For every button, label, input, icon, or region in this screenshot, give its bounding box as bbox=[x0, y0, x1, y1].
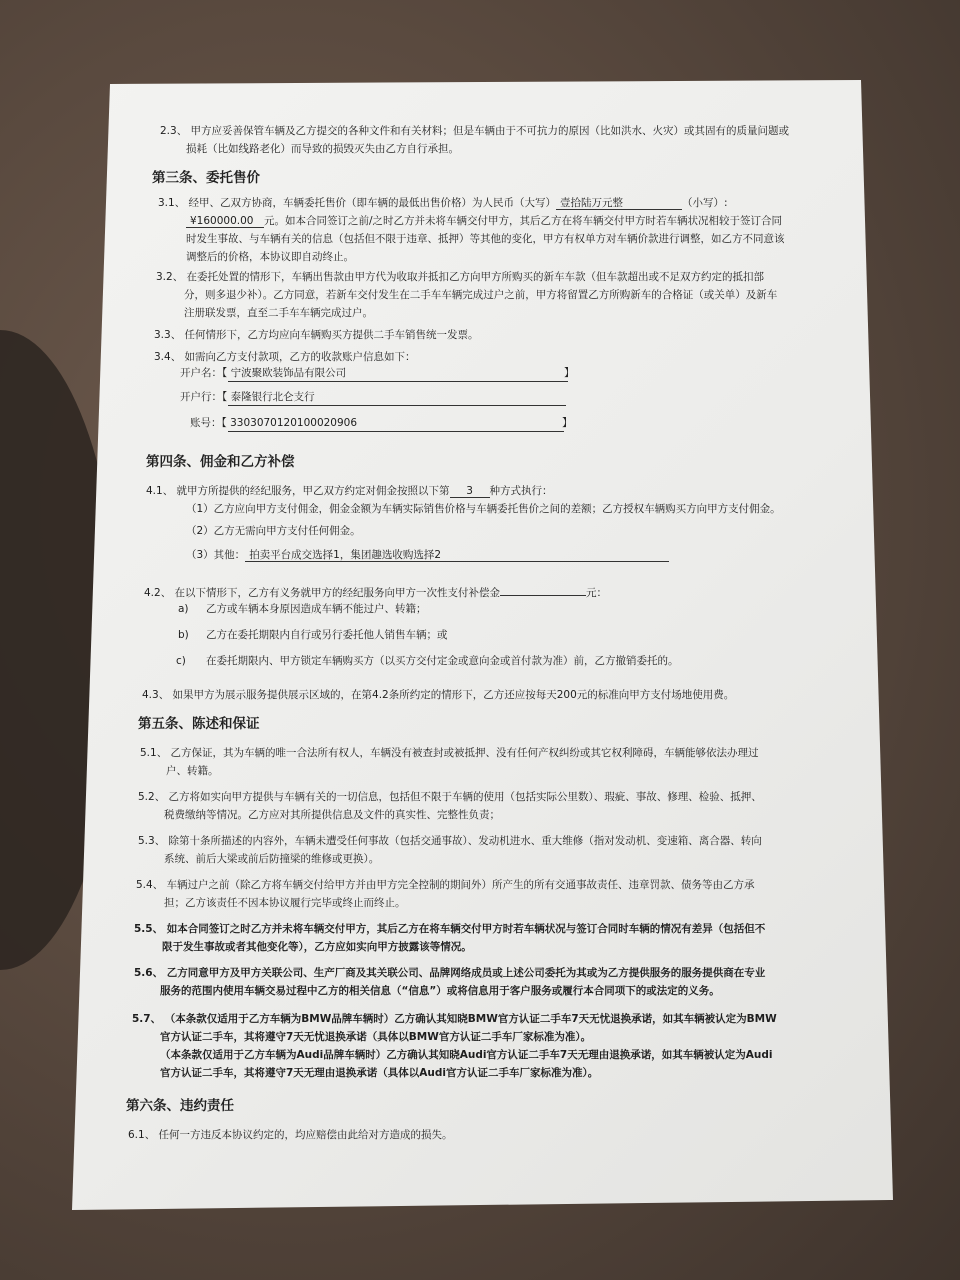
account-number-value: 3303070120100020906 bbox=[230, 417, 358, 429]
account-number-bracket: 】 bbox=[562, 417, 573, 429]
clause-3-2-line1: 3.2、 在委托处置的情形下，车辆出售款由甲方代为收取并抵扣乙方向甲方所购买的新车车款（但车款超出或不足双方约定的抵扣部 bbox=[156, 271, 765, 283]
clause-5-7-line3: （本条款仅适用于乙方车辆为Audi品牌车辆时）乙方确认其知晓Audi官方认证二手车7天无理由退换承诺，如其车辆被认定为Audi bbox=[160, 1049, 773, 1061]
clause-5-7-line2: 官方认证二手车，其将遵守7天无忧退换承诺（具体以BMW官方认证二手车厂家标准为准）。 bbox=[160, 1031, 592, 1043]
account-number-row bbox=[190, 418, 357, 429]
clause-4-2-b-label: b) bbox=[178, 629, 189, 641]
account-bank-underline bbox=[228, 405, 566, 406]
clause-3-1-line1 bbox=[158, 198, 728, 210]
account-bank-label: 开户行：【 bbox=[180, 391, 228, 403]
clause-5-3-line2: 系统、前后大梁或前后防撞梁的维修或更换）。 bbox=[164, 853, 380, 865]
account-name-bracket: 】 bbox=[564, 367, 575, 379]
commission-option-3-label: （3）其他： bbox=[186, 549, 246, 561]
clause-5-6-line1: 5.6、 乙方同意甲方及甲方关联公司、生产厂商及其关联公司、品牌网络成员或上述公司委托为其或为乙方提供服务的服务提供商在专业 bbox=[134, 967, 766, 979]
clause-3-1-line3: 时发生事故、与车辆有关的信息（包括但不限于违章、抵押）等其他的变化，甲方有权单方对车辆价款进行调整，如乙方不同意该 bbox=[186, 233, 785, 245]
clause-4-1-prefix: 4.1、 就甲方所提供的经纪服务，甲乙双方约定对佣金按照以下第 bbox=[146, 485, 450, 497]
account-number-underline bbox=[228, 431, 564, 432]
clause-5-3-line1: 5.3、 除第十条所描述的内容外，车辆未遭受任何事故（包括交通事故）、发动机进水、重大维修（指对发动机、变速箱、离合器、转向 bbox=[138, 835, 762, 847]
clause-4-1-suffix: 种方式执行： bbox=[489, 485, 553, 497]
clause-5-4-line1: 5.4、 车辆过户之前（除乙方将车辆交付给甲方并由甲方完全控制的期间外）所产生的所有交通事故责任、违章罚款、债务等由乙方承 bbox=[136, 879, 755, 891]
clause-5-2-line2: 税费缴纳等情况。乙方应对其所提供信息及文件的真实性、完整性负责； bbox=[164, 809, 500, 821]
commission-option-3-value: 拍卖平台成交选择1，集团趣选收购选择2 bbox=[245, 550, 669, 562]
clause-4-2-a-label: a) bbox=[178, 603, 189, 615]
price-in-words: 壹拾陆万元整 bbox=[556, 198, 682, 210]
clause-3-2-line3: 注册联发票，直至二手车车辆完成过户。 bbox=[184, 307, 373, 319]
clause-4-2-prefix: 4.2、 在以下情形下，乙方有义务就甲方的经纪服务向甲方一次性支付补偿金 bbox=[144, 587, 501, 599]
clause-3-1-prefix: 3.1、 经甲、乙双方协商，车辆委托售价（即车辆的最低出售价格）为人民币（大写） bbox=[158, 197, 557, 209]
clause-5-7-line4: 官方认证二手车，其将遵守7天无理由退换承诺（具体以Audi官方认证二手车厂家标准为准）。 bbox=[160, 1067, 599, 1079]
clause-5-4-line2: 担；乙方该责任不因本协议履行完毕或终止而终止。 bbox=[164, 897, 406, 909]
clause-4-2-c: 在委托期限内、甲方锁定车辆购买方（以买方交付定金或意向金或首付款为准）前，乙方撤销委托的。 bbox=[206, 655, 679, 667]
clause-2-3-line2: 损耗（比如线路老化）而导致的损毁灭失由乙方自行承担。 bbox=[186, 143, 459, 155]
price-in-figures: ¥160000.00 bbox=[186, 216, 264, 228]
account-name-underline bbox=[228, 381, 568, 382]
clause-4-3: 4.3、 如果甲方为展示服务提供展示区域的，在第4.2条所约定的情形下，乙方还应按每天200元的标准向甲方支付场地使用费。 bbox=[142, 689, 735, 701]
account-name-row bbox=[180, 368, 346, 379]
compensation-amount-blank bbox=[500, 595, 586, 596]
commission-option-2: （2）乙方无需向甲方支付任何佣金。 bbox=[186, 525, 361, 537]
clause-5-1-line2: 户、转籍。 bbox=[166, 765, 219, 777]
section-5-heading: 第五条、陈述和保证 bbox=[138, 716, 260, 732]
account-bank-value: 泰隆银行北仑支行 bbox=[230, 391, 315, 403]
clause-6-1: 6.1、 任何一方违反本协议约定的，均应赔偿由此给对方造成的损失。 bbox=[128, 1129, 453, 1141]
clause-2-3-line1: 2.3、 甲方应妥善保管车辆及乙方提交的各种文件和有关材料；但是车辆由于不可抗力的原因（比如洪水、火灾）或其固有的质量问题或 bbox=[160, 125, 790, 137]
clause-3-2-line2: 分，则多退少补）。乙方同意，若新车交付发生在二手车车辆完成过户之前，甲方将留置乙方所购新车的合格证（或关单）及新车 bbox=[184, 289, 778, 301]
clause-5-2-line1: 5.2、 乙方将如实向甲方提供与车辆有关的一切信息，包括但不限于车辆的使用（包括实际公里数）、瑕疵、事故、修理、检验、抵押、 bbox=[138, 791, 762, 803]
account-number-label: 账号：【 bbox=[190, 417, 227, 429]
clause-4-2 bbox=[144, 588, 607, 599]
clause-4-2-suffix: 元： bbox=[586, 587, 608, 599]
account-name-label: 开户名：【 bbox=[180, 367, 228, 379]
clause-5-5-line1: 5.5、 如本合同签订之时乙方并未将车辆交付甲方，其后乙方在将车辆交付甲方时若车辆状况与签订合同时车辆的情况有差异（包括但不 bbox=[134, 923, 766, 935]
clause-4-2-b: 乙方在委托期限内自行或另行委托他人销售车辆；或 bbox=[206, 629, 448, 641]
clause-3-1-line2-text: 元。如本合同签订之前/之时乙方并未将车辆交付甲方，其后乙方在将车辆交付甲方时若车辆状况相较于签订合同 bbox=[264, 215, 783, 227]
clause-3-1-line2 bbox=[186, 216, 782, 228]
clause-3-1-suffix: （小写）: bbox=[682, 197, 728, 209]
clause-3-3: 3.3、 任何情形下，乙方均应向车辆购买方提供二手车销售统一发票。 bbox=[154, 329, 479, 341]
commission-option: 3 bbox=[450, 486, 490, 498]
account-name-value: 宁波聚欧装饰品有限公司 bbox=[230, 367, 347, 379]
clause-3-4: 3.4、 如需向乙方支付款项，乙方的收款账户信息如下： bbox=[154, 351, 416, 363]
clause-5-7-line1: 5.7、 （本条款仅适用于乙方车辆为BMW品牌车辆时）乙方确认其知晓BMW官方认证二手车7天无忧退换承诺，如其车辆被认定为BMW bbox=[132, 1013, 777, 1025]
clause-5-5-line2: 限于发生事故或者其他变化等），乙方应如实向甲方披露该等情况。 bbox=[162, 941, 472, 953]
clause-4-2-c-label: c) bbox=[176, 655, 186, 667]
clause-5-1-line1: 5.1、 乙方保证，其为车辆的唯一合法所有权人，车辆没有被查封或被抵押、没有任何产权纠纷或其它权利障碍，车辆能够依法办理过 bbox=[140, 747, 759, 759]
section-3-heading: 第三条、委托售价 bbox=[152, 170, 260, 186]
clause-4-2-a: 乙方或车辆本身原因造成车辆不能过户、转籍； bbox=[206, 603, 427, 615]
clause-4-1 bbox=[146, 486, 553, 498]
section-4-heading: 第四条、佣金和乙方补偿 bbox=[146, 454, 295, 470]
commission-option-1: （1）乙方应向甲方支付佣金，佣金金额为车辆实际销售价格与车辆委托售价之间的差额；乙方授权车辆购买方向甲方支付佣金。 bbox=[186, 503, 781, 515]
clause-3-1-line4: 调整后的价格，本协议即自动终止。 bbox=[186, 251, 354, 263]
section-6-heading: 第六条、违约责任 bbox=[126, 1098, 234, 1114]
clause-5-6-line2: 服务的范围内使用车辆交易过程中乙方的相关信息（“信息”）或将信息用于客户服务或履行本合同项下的或法定的义务。 bbox=[160, 985, 720, 997]
commission-option-3 bbox=[186, 550, 669, 562]
account-bank-row bbox=[180, 392, 315, 403]
